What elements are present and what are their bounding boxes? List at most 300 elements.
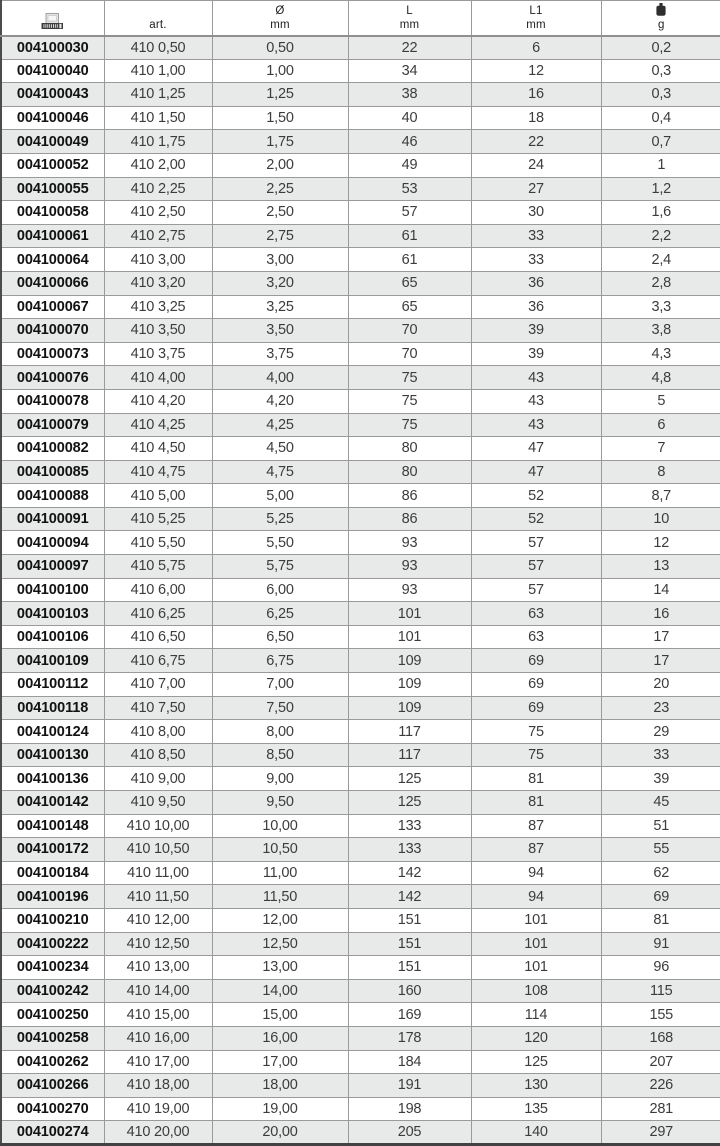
weight-cell: 1,6 [601, 201, 720, 225]
table-row [1, 649, 720, 673]
length1-cell: 135 [471, 1097, 601, 1121]
table-body [1, 36, 720, 1145]
length-cell: 80 [348, 437, 471, 461]
ean-cell: 004100136 [1, 767, 104, 791]
ean-cell: 004100103 [1, 602, 104, 626]
diameter-cell: 6,75 [212, 649, 348, 673]
length1-cell: 63 [471, 602, 601, 626]
weight-cell: 81 [601, 908, 720, 932]
art-cell: 410 5,50 [104, 531, 212, 555]
table-row [1, 106, 720, 130]
art-cell: 410 0,50 [104, 36, 212, 60]
table-row [1, 1026, 720, 1050]
length1-cell: 16 [471, 83, 601, 107]
ean-cell: 004100234 [1, 956, 104, 980]
table-row [1, 814, 720, 838]
art-cell: 410 7,00 [104, 673, 212, 697]
table-row [1, 625, 720, 649]
diameter-cell: 12,50 [212, 932, 348, 956]
length1-cell: 36 [471, 295, 601, 319]
length1-cell: 101 [471, 932, 601, 956]
weight-cell: 33 [601, 743, 720, 767]
table-row [1, 59, 720, 83]
weight-cell: 51 [601, 814, 720, 838]
diameter-cell: 4,75 [212, 460, 348, 484]
diameter-cell: 9,00 [212, 767, 348, 791]
length-cell: 61 [348, 248, 471, 272]
diameter-cell: 4,00 [212, 366, 348, 390]
art-cell: 410 3,75 [104, 342, 212, 366]
diameter-cell: 6,25 [212, 602, 348, 626]
diameter-cell: 7,00 [212, 673, 348, 697]
ean-cell: 004100100 [1, 578, 104, 602]
length-cell: 22 [348, 36, 471, 60]
table-row [1, 224, 720, 248]
ean-cell: 004100109 [1, 649, 104, 673]
length-cell: 53 [348, 177, 471, 201]
art-cell: 410 3,00 [104, 248, 212, 272]
diameter-cell: 9,50 [212, 791, 348, 815]
length1-cell: 57 [471, 555, 601, 579]
art-cell: 410 4,50 [104, 437, 212, 461]
table-row [1, 767, 720, 791]
table-row [1, 342, 720, 366]
length-cell: 133 [348, 838, 471, 862]
length1-cell: 94 [471, 885, 601, 909]
length-cell: 38 [348, 83, 471, 107]
weight-icon [656, 3, 666, 16]
weight-cell: 207 [601, 1050, 720, 1074]
length1-cell: 69 [471, 649, 601, 673]
weight-cell: 2,4 [601, 248, 720, 272]
art-cell: 410 10,50 [104, 838, 212, 862]
table-row [1, 979, 720, 1003]
length1-cell: 87 [471, 814, 601, 838]
art-cell: 410 11,50 [104, 885, 212, 909]
art-cell: 410 4,75 [104, 460, 212, 484]
length-cell: 151 [348, 908, 471, 932]
table-row [1, 956, 720, 980]
diameter-cell: 12,00 [212, 908, 348, 932]
length-cell: 93 [348, 578, 471, 602]
ean-cell: 004100058 [1, 201, 104, 225]
length-cell: 65 [348, 295, 471, 319]
ean-cell: 004100124 [1, 720, 104, 744]
table-row [1, 177, 720, 201]
ean-cell: 004100262 [1, 1050, 104, 1074]
weight-cell: 39 [601, 767, 720, 791]
table-row [1, 1003, 720, 1027]
table-row [1, 861, 720, 885]
art-cell: 410 8,50 [104, 743, 212, 767]
length1-cell: 36 [471, 271, 601, 295]
length1-cell: 12 [471, 59, 601, 83]
table-row [1, 484, 720, 508]
table-row [1, 932, 720, 956]
ean-cell: 004100040 [1, 59, 104, 83]
table-row [1, 908, 720, 932]
length1-cell: 69 [471, 696, 601, 720]
diameter-cell: 3,20 [212, 271, 348, 295]
length1-cell: 81 [471, 767, 601, 791]
weight-cell: 17 [601, 625, 720, 649]
length-cell: 142 [348, 885, 471, 909]
diameter-cell: 3,25 [212, 295, 348, 319]
table-row [1, 130, 720, 154]
length-cell: 75 [348, 366, 471, 390]
weight-cell: 2,8 [601, 271, 720, 295]
length1-cell: 69 [471, 673, 601, 697]
col-header-length1 [471, 1, 601, 36]
art-cell: 410 4,00 [104, 366, 212, 390]
ean-cell: 004100043 [1, 83, 104, 107]
length-cell: 125 [348, 791, 471, 815]
table-row [1, 153, 720, 177]
length1-cell: 75 [471, 720, 601, 744]
diameter-cell: 6,00 [212, 578, 348, 602]
table-row [1, 673, 720, 697]
table-row [1, 460, 720, 484]
length-cell: 101 [348, 625, 471, 649]
length-unit: mm [399, 18, 420, 31]
art-cell: 410 2,75 [104, 224, 212, 248]
table-row [1, 413, 720, 437]
length-cell: 160 [348, 979, 471, 1003]
art-cell: 410 2,50 [104, 201, 212, 225]
art-cell: 410 3,25 [104, 295, 212, 319]
length-cell: 80 [348, 460, 471, 484]
length-symbol: L [406, 4, 413, 17]
diameter-cell: 0,50 [212, 36, 348, 60]
table-row [1, 720, 720, 744]
diameter-cell: 2,25 [212, 177, 348, 201]
length-cell: 49 [348, 153, 471, 177]
col-header-length [348, 1, 471, 36]
ean-cell: 004100222 [1, 932, 104, 956]
art-cell: 410 10,00 [104, 814, 212, 838]
table-row [1, 437, 720, 461]
ean-cell: 004100266 [1, 1074, 104, 1098]
weight-cell: 12 [601, 531, 720, 555]
weight-cell: 3,8 [601, 319, 720, 343]
weight-cell: 0,7 [601, 130, 720, 154]
length1-cell: 125 [471, 1050, 601, 1074]
length1-cell: 24 [471, 153, 601, 177]
ean-cell: 004100118 [1, 696, 104, 720]
length1-cell: 140 [471, 1121, 601, 1145]
table-row [1, 1050, 720, 1074]
ean-cell: 004100046 [1, 106, 104, 130]
diameter-cell: 3,00 [212, 248, 348, 272]
weight-unit: g [657, 18, 665, 31]
length-cell: 75 [348, 413, 471, 437]
col-header-diameter [212, 1, 348, 36]
diameter-cell: 1,50 [212, 106, 348, 130]
art-cell: 410 1,00 [104, 59, 212, 83]
length1-unit: mm [526, 18, 546, 31]
length-cell: 40 [348, 106, 471, 130]
diameter-cell: 14,00 [212, 979, 348, 1003]
length1-cell: 47 [471, 437, 601, 461]
art-cell: 410 4,25 [104, 413, 212, 437]
art-cell: 410 3,50 [104, 319, 212, 343]
ean-cell: 004100067 [1, 295, 104, 319]
table-row [1, 885, 720, 909]
diameter-cell: 6,50 [212, 625, 348, 649]
art-cell: 410 5,25 [104, 507, 212, 531]
length1-cell: 101 [471, 956, 601, 980]
ean-cell: 004100258 [1, 1026, 104, 1050]
length-cell: 205 [348, 1121, 471, 1145]
ean-cell: 004100112 [1, 673, 104, 697]
length1-cell: 43 [471, 366, 601, 390]
ean-cell: 004100030 [1, 36, 104, 60]
ean-cell: 004100082 [1, 437, 104, 461]
length1-cell: 22 [471, 130, 601, 154]
weight-cell: 0,3 [601, 59, 720, 83]
length-cell: 169 [348, 1003, 471, 1027]
col-header-weight [601, 1, 720, 36]
weight-cell: 0,2 [601, 36, 720, 60]
length1-cell: 18 [471, 106, 601, 130]
ean-cell: 004100073 [1, 342, 104, 366]
length1-cell: 87 [471, 838, 601, 862]
weight-cell: 14 [601, 578, 720, 602]
ean-cell: 004100064 [1, 248, 104, 272]
weight-cell: 2,2 [601, 224, 720, 248]
weight-cell: 62 [601, 861, 720, 885]
weight-cell: 155 [601, 1003, 720, 1027]
length-cell: 117 [348, 720, 471, 744]
length-cell: 57 [348, 201, 471, 225]
art-cell: 410 12,00 [104, 908, 212, 932]
diameter-cell: 10,50 [212, 838, 348, 862]
length1-cell: 108 [471, 979, 601, 1003]
diameter-cell: 11,50 [212, 885, 348, 909]
length-cell: 70 [348, 342, 471, 366]
ean-cell: 004100184 [1, 861, 104, 885]
weight-cell: 5 [601, 389, 720, 413]
length-cell: 151 [348, 932, 471, 956]
weight-cell: 0,4 [601, 106, 720, 130]
diameter-cell: 5,50 [212, 531, 348, 555]
diameter-cell: 7,50 [212, 696, 348, 720]
weight-cell: 96 [601, 956, 720, 980]
length1-cell: 39 [471, 319, 601, 343]
diameter-cell: 5,75 [212, 555, 348, 579]
length-cell: 101 [348, 602, 471, 626]
length-cell: 86 [348, 484, 471, 508]
table-row [1, 1074, 720, 1098]
art-cell: 410 5,00 [104, 484, 212, 508]
length-cell: 117 [348, 743, 471, 767]
length-cell: 151 [348, 956, 471, 980]
table-header [1, 1, 720, 36]
col-header-ean [1, 1, 104, 36]
art-cell: 410 18,00 [104, 1074, 212, 1098]
weight-cell: 7 [601, 437, 720, 461]
weight-cell: 29 [601, 720, 720, 744]
length1-cell: 94 [471, 861, 601, 885]
ean-cell: 004100094 [1, 531, 104, 555]
diameter-cell: 4,20 [212, 389, 348, 413]
table-row [1, 696, 720, 720]
ean-cell: 004100052 [1, 153, 104, 177]
barcode-icon [41, 13, 64, 30]
table-row [1, 791, 720, 815]
length-cell: 133 [348, 814, 471, 838]
weight-cell: 45 [601, 791, 720, 815]
length1-cell: 75 [471, 743, 601, 767]
art-cell: 410 6,00 [104, 578, 212, 602]
diameter-cell: 19,00 [212, 1097, 348, 1121]
diameter-cell: 10,00 [212, 814, 348, 838]
art-cell: 410 17,00 [104, 1050, 212, 1074]
art-cell: 410 1,50 [104, 106, 212, 130]
length1-cell: 43 [471, 389, 601, 413]
diameter-cell: 2,50 [212, 201, 348, 225]
table-row [1, 507, 720, 531]
length-cell: 125 [348, 767, 471, 791]
diameter-cell: 1,25 [212, 83, 348, 107]
table-row [1, 83, 720, 107]
art-cell: 410 7,50 [104, 696, 212, 720]
ean-cell: 004100097 [1, 555, 104, 579]
length-cell: 184 [348, 1050, 471, 1074]
diameter-cell: 17,00 [212, 1050, 348, 1074]
length1-cell: 101 [471, 908, 601, 932]
length1-cell: 52 [471, 507, 601, 531]
table-row [1, 389, 720, 413]
table-row [1, 578, 720, 602]
length-cell: 93 [348, 555, 471, 579]
weight-cell: 1 [601, 153, 720, 177]
table-row [1, 531, 720, 555]
diameter-cell: 2,75 [212, 224, 348, 248]
col-header-art [104, 1, 212, 36]
ean-cell: 004100070 [1, 319, 104, 343]
diameter-cell: 3,75 [212, 342, 348, 366]
art-cell: 410 20,00 [104, 1121, 212, 1145]
table-row [1, 366, 720, 390]
weight-cell: 281 [601, 1097, 720, 1121]
length1-cell: 130 [471, 1074, 601, 1098]
weight-cell: 115 [601, 979, 720, 1003]
diameter-unit: mm [270, 18, 290, 31]
length-cell: 93 [348, 531, 471, 555]
diameter-cell: 3,50 [212, 319, 348, 343]
art-cell: 410 14,00 [104, 979, 212, 1003]
length-cell: 191 [348, 1074, 471, 1098]
length1-cell: 6 [471, 36, 601, 60]
art-cell: 410 6,50 [104, 625, 212, 649]
art-cell: 410 12,50 [104, 932, 212, 956]
length1-cell: 47 [471, 460, 601, 484]
art-cell: 410 8,00 [104, 720, 212, 744]
table-row [1, 271, 720, 295]
length-cell: 109 [348, 673, 471, 697]
length1-cell: 33 [471, 224, 601, 248]
ean-cell: 004100172 [1, 838, 104, 862]
art-cell: 410 9,50 [104, 791, 212, 815]
art-cell: 410 15,00 [104, 1003, 212, 1027]
table-row [1, 555, 720, 579]
length1-cell: 57 [471, 531, 601, 555]
art-cell: 410 6,25 [104, 602, 212, 626]
table-row [1, 838, 720, 862]
length1-cell: 27 [471, 177, 601, 201]
ean-cell: 004100242 [1, 979, 104, 1003]
length-cell: 70 [348, 319, 471, 343]
ean-cell: 004100061 [1, 224, 104, 248]
weight-cell: 0,3 [601, 83, 720, 107]
ean-cell: 004100250 [1, 1003, 104, 1027]
art-cell: 410 19,00 [104, 1097, 212, 1121]
diameter-cell: 1,75 [212, 130, 348, 154]
length1-cell: 33 [471, 248, 601, 272]
length1-cell: 57 [471, 578, 601, 602]
ean-cell: 004100055 [1, 177, 104, 201]
diameter-cell: 15,00 [212, 1003, 348, 1027]
ean-cell: 004100088 [1, 484, 104, 508]
diameter-cell: 18,00 [212, 1074, 348, 1098]
length-cell: 34 [348, 59, 471, 83]
weight-cell: 297 [601, 1121, 720, 1145]
table-row [1, 295, 720, 319]
ean-cell: 004100085 [1, 460, 104, 484]
weight-cell: 91 [601, 932, 720, 956]
ean-cell: 004100078 [1, 389, 104, 413]
weight-cell: 23 [601, 696, 720, 720]
diameter-cell: 4,50 [212, 437, 348, 461]
length-cell: 75 [348, 389, 471, 413]
weight-cell: 16 [601, 602, 720, 626]
weight-cell: 69 [601, 885, 720, 909]
length-cell: 142 [348, 861, 471, 885]
diameter-cell: 1,00 [212, 59, 348, 83]
length-cell: 46 [348, 130, 471, 154]
art-cell: 410 5,75 [104, 555, 212, 579]
weight-cell: 226 [601, 1074, 720, 1098]
ean-cell: 004100076 [1, 366, 104, 390]
art-cell: 410 16,00 [104, 1026, 212, 1050]
weight-cell: 10 [601, 507, 720, 531]
weight-cell: 3,3 [601, 295, 720, 319]
art-cell: 410 9,00 [104, 767, 212, 791]
length1-cell: 114 [471, 1003, 601, 1027]
length1-cell: 39 [471, 342, 601, 366]
weight-cell: 168 [601, 1026, 720, 1050]
diameter-cell: 20,00 [212, 1121, 348, 1145]
table-row [1, 602, 720, 626]
art-cell: 410 1,75 [104, 130, 212, 154]
diameter-symbol: Ø [275, 4, 285, 17]
art-cell: 410 13,00 [104, 956, 212, 980]
weight-cell: 4,3 [601, 342, 720, 366]
weight-cell: 8,7 [601, 484, 720, 508]
diameter-cell: 16,00 [212, 1026, 348, 1050]
art-cell: 410 11,00 [104, 861, 212, 885]
length1-cell: 43 [471, 413, 601, 437]
diameter-cell: 4,25 [212, 413, 348, 437]
length-cell: 61 [348, 224, 471, 248]
length1-cell: 52 [471, 484, 601, 508]
art-cell: 410 2,25 [104, 177, 212, 201]
length-cell: 178 [348, 1026, 471, 1050]
length1-symbol: L1 [529, 4, 543, 17]
table-row [1, 1097, 720, 1121]
ean-cell: 004100079 [1, 413, 104, 437]
